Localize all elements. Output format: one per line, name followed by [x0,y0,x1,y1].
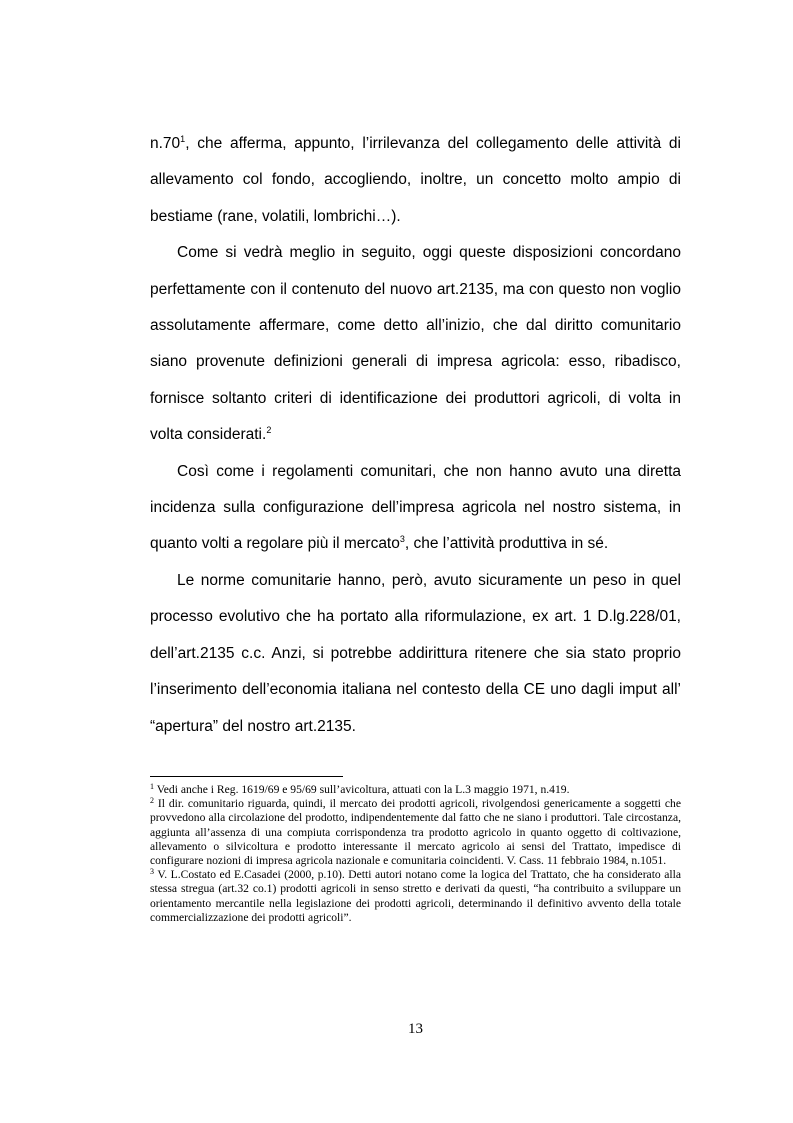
footnote-3-number: 3 [150,867,154,877]
footnote-1 [150,783,681,797]
footnote-ref-1: 1 [180,134,186,144]
paragraph-3-text-end: , che l’attività produttiva in sé. [404,535,609,553]
footnote-ref-2: 2 [266,425,272,436]
page-number: 13 [408,1021,423,1037]
paragraph-4 [150,563,681,745]
footnote-2 [150,797,681,868]
footnote-1-text: Vedi anche i Reg. 1619/69 e 95/69 sull’avicoltura, attuati con la L.3 maggio 1971, n.419. [154,783,570,796]
paragraph-3 [150,454,681,563]
footnote-3 [150,868,681,925]
paragraph-4-text: Le norme comunitarie hanno, però, avuto sicuramente un peso in quel processo evolutivo che ha portato alla riformulazione, ex art. 1 D.lg.228/01, dell’art.2135 c.c. Anzi, si potrebbe addirittura ritenere che sia stato proprio l’inserimento dell’economia italiana nel contesto della CE uno dagli imput all’ “apertura” del nostro art.2135. [150,571,681,735]
footnote-2-number: 2 [150,796,154,806]
paragraph-2-text: Come si vedrà meglio in seguito, oggi queste disposizioni concordano perfettamente con il contenuto del nuovo art.2135, ma con questo non voglio assolutamente affermare, come detto all’inizio, che dal diritto comunitario siano provenute definizioni generali di impresa agricola: esso, ribadisco, fornisce soltanto criteri di identificazione dei produttori agricoli, di volta in volta considerati. [150,244,681,444]
paragraph-1 [150,126,681,235]
footnote-ref-3: 3 [399,534,405,545]
paragraph-1-text-start: n.70 [150,135,181,152]
footnote-separator [150,776,343,777]
body-text [150,126,681,745]
paragraph-2 [150,235,681,453]
paragraph-3-text-start: Così come i regolamenti comunitari, che non hanno avuto una diretta incidenza sulla configurazione dell’impresa agricola nel nostro sistema, in quanto volti a regolare più il mercato [150,462,681,553]
footnote-1-number: 1 [150,782,154,791]
footnote-3-text: V. L.Costato ed E.Casadei (2000, p.10). Detti autori notano come la logica del Trattato, che ha considerato alla stessa stregua (art.32 co.1) prodotti agricoli in senso stretto e derivati da questi, “ha contribuito a sviluppare un orientamento mercantile nella legislazione dei prodotti agricoli, determinando il definitivo avvento della totale commercializzazione dei prodotti agricoli”. [150,868,681,924]
footnote-2-text: Il dir. comunitario riguarda, quindi, il mercato dei prodotti agricoli, rivolgendosi genericamente a soggetti che provvedono alla circolazione del prodotto, indipendentemente dal fatto che ne siano i produttori. Tale circostanza, aggiunta all’assenza di una compiuta corrispondenza tra prodotto agricolo in quanto oggetto di coltivazione, allevamento o silvicoltura e prodotto interessante il mercato agricolo ai sensi del Trattato, impedisce di configurare nozioni di impresa agricola nazionale e comunitaria coincidenti. V. Cass. 11 febbraio 1984, n.1051. [150,797,681,868]
paragraph-1-text-end: , che afferma, appunto, l’irrilevanza del collegamento delle attività di allevamento col fondo, accogliendo, inoltre, un concetto molto ampio di bestiame (rane, volatili, lombrichi…). [150,135,681,225]
footnotes [150,783,681,925]
